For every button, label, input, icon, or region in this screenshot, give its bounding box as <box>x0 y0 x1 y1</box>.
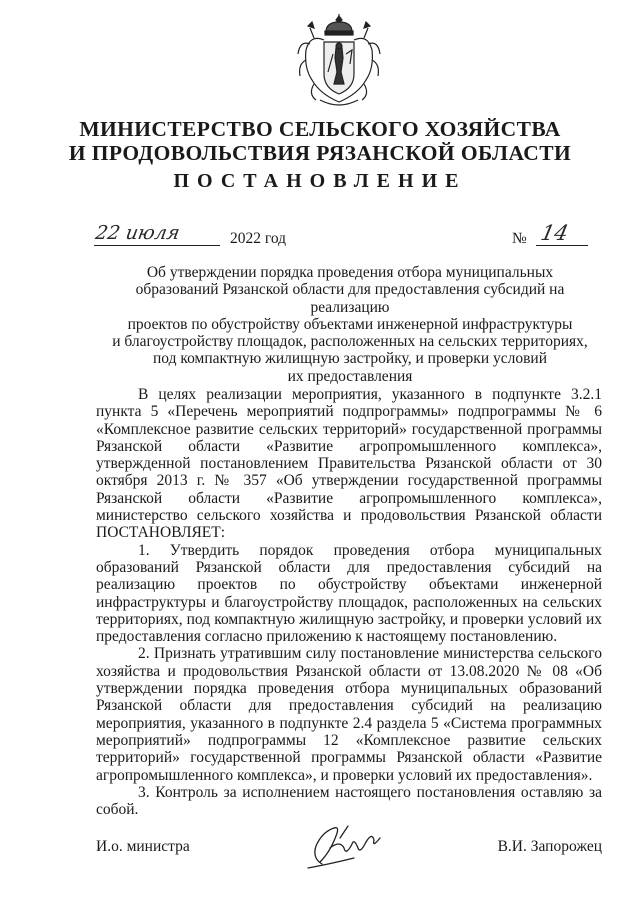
clause-1-paragraph: 1. Утвердить порядок проведения отбора муниципальных образований Рязанской области для предоставления субсидий на реализацию проектов по обустройству объектами инженерной инфраструктуры и благоустройству площадок, расположенных на сельских территориях, под компактную жилищную застройку, и проверки условий их предоставления согласно приложению к настоящему постановлению. <box>96 541 602 646</box>
document-type-title: ПОСТАНОВЛЕНИЕ <box>173 170 467 192</box>
signatory-role: И.о. министра <box>96 838 190 855</box>
date-underline <box>94 245 220 246</box>
date-year: 2022 год <box>230 230 287 247</box>
preamble-paragraph: В целях реализации мероприятия, указанного в подпункте 3.2.1 пункта 5 «Перечень мероприятий подпрограммы» подпрограммы № 6 «Комплексное развитие сельских территорий» государственной программы Рязанской области «Развитие агропромышленного комплекса», утвержденной постановлением Правительства Рязанской области от 30 октября 2013 г. № 357 «Об утверждении государственной программы Рязанской области «Развитие агропромышленного комплекса», министерство сельского хозяйства и продовольствия Рязанской области ПОСТАНОВЛЯЕТ: <box>96 386 602 542</box>
subject-line: их предоставления <box>287 367 413 385</box>
subject-line: проектов по обустройству объектами инженерной инфраструктуры <box>127 315 573 333</box>
decree-subject <box>100 264 600 385</box>
signatory-name: В.И. Запорожец <box>497 838 602 855</box>
svg-text:22 июля: 22 июля <box>93 221 182 244</box>
number-label: № <box>512 230 527 247</box>
handwritten-signature-icon <box>300 818 396 870</box>
decree-body <box>96 386 602 818</box>
number-underline <box>536 245 588 246</box>
svg-text:14: 14 <box>538 221 571 246</box>
date-number-row <box>92 221 592 254</box>
subject-line: и благоустройству площадок, расположенных на сельских территориях, <box>112 333 588 351</box>
clause-3-paragraph: 3. Контроль за исполнением настоящего постановления оставляю за собой. <box>96 783 602 819</box>
ryazan-coat-of-arms-icon <box>296 14 382 110</box>
clause-2-paragraph: 2. Признать утратившим силу постановление министерства сельского хозяйства и продовольствия Рязанской области от 13.08.2020 № 08 «Об утверждении порядка проведения отбора муниципальных образований Рязанской области для предоставления субсидий на реализацию мероприятия, указанного в подпункте 2.4 раздела 5 «Система программных мероприятий» подпрограммы 12 «Комплексное развитие сельских территорий» государственной программы Рязанской области «Развитие агропромышленного комплекса», и проверки условий их предоставления». <box>96 645 602 784</box>
ministry-title-line-1: МИНИСТЕРСТВО СЕЛЬСКОГО ХОЗЯЙСТВА <box>79 117 561 141</box>
ministry-title-line-2: И ПРОДОВОЛЬСТВИЯ РЯЗАНСКОЙ ОБЛАСТИ <box>68 141 572 165</box>
subject-line: Об утверждении порядка проведения отбора муниципальных <box>146 264 554 281</box>
subject-line: под компактную жилищную застройку, и проверки условий <box>152 350 548 368</box>
subject-line: образований Рязанской области для предоставления субсидий на реализацию <box>135 281 565 316</box>
